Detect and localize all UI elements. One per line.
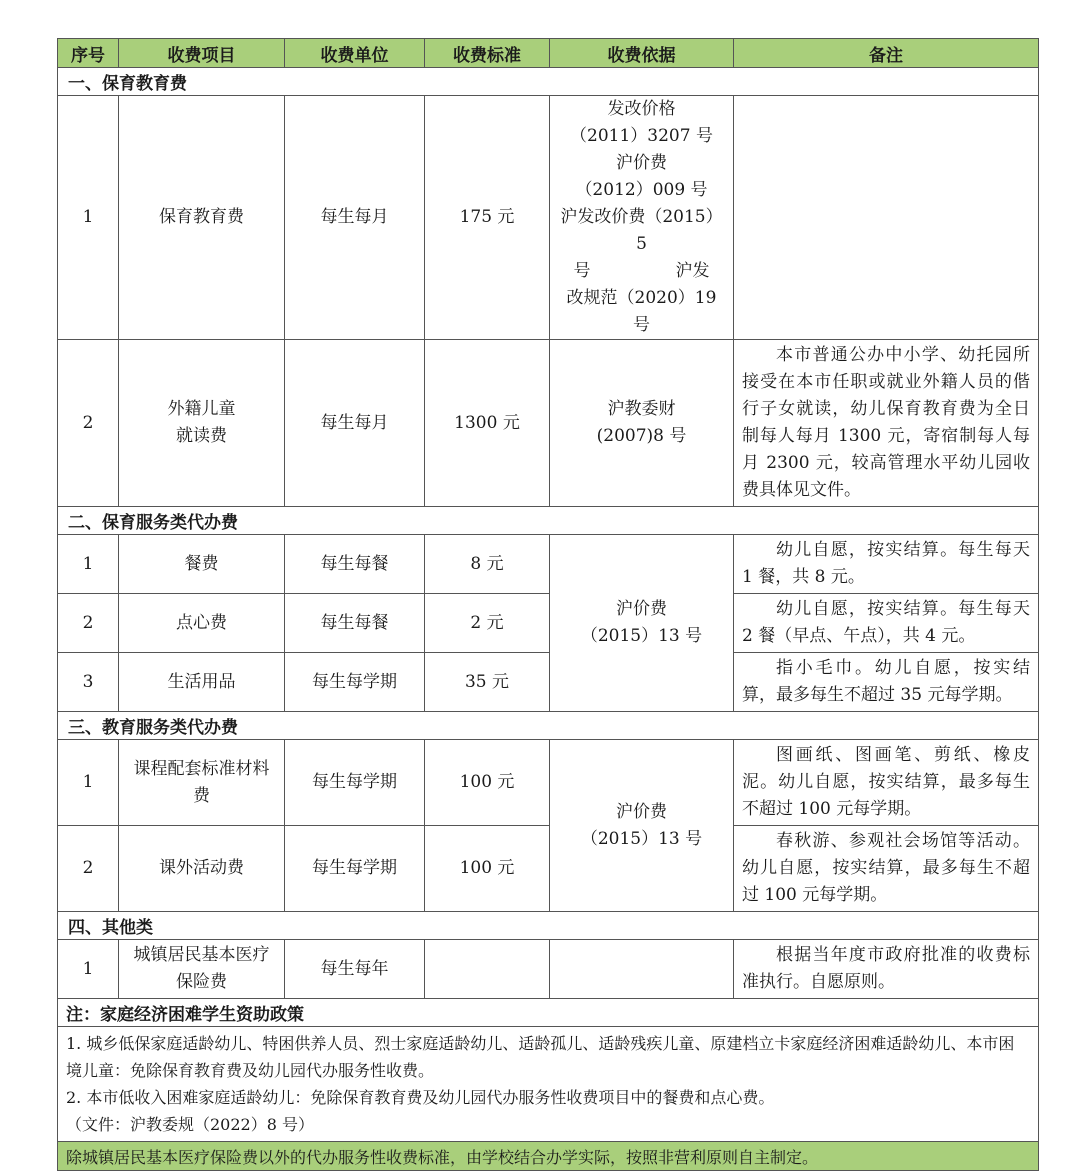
note-text: 本市普通公办中小学、幼托园所接受在本市任职或就业外籍人员的偕行子女就读，幼儿保育教育费为全日制每人每月 1300 元，寄宿制每人每月 2300 元，较高管理水平幼儿园收费具体见文件。 (742, 345, 1030, 500)
table-row (58, 594, 1039, 653)
basis-line: 沪教委财 (607, 399, 676, 419)
basis-line: 沪价费 (616, 153, 667, 173)
fee-unit: 每生每年 (285, 940, 425, 999)
fee-unit: 每生每月 (285, 96, 425, 340)
basis-line: 号 沪发 (573, 261, 710, 281)
footnote-item: 2. 本市低收入困难家庭适龄幼儿：免除保育教育费及幼儿园代办服务性收费项目中的餐费和点心费。 (66, 1088, 775, 1107)
fee-standard: 8 元 (425, 535, 550, 594)
section-row (58, 712, 1039, 740)
fee-note (734, 740, 1039, 826)
basis-line: （2012）009 号 (575, 180, 708, 200)
fee-basis (550, 740, 734, 912)
fee-standard: 100 元 (425, 826, 550, 912)
header-cell: 收费单位 (285, 39, 425, 68)
fee-standard: 2 元 (425, 594, 550, 653)
fee-note (734, 535, 1039, 594)
item-line: 费 (193, 785, 210, 806)
section-title: 一、保育教育费 (58, 68, 1039, 96)
table-row (58, 340, 1039, 507)
fee-item: 餐费 (119, 535, 285, 594)
fee-unit: 每生每学期 (285, 653, 425, 712)
header-row (58, 39, 1039, 68)
section-title: 四、其他类 (58, 912, 1039, 940)
footnote-body (58, 1027, 1039, 1142)
footnote-title-row (58, 999, 1039, 1027)
header-cell: 备注 (734, 39, 1039, 68)
table-row (58, 653, 1039, 712)
footnote-row (58, 1027, 1039, 1142)
header-cell: 收费标准 (425, 39, 550, 68)
note-text: 根据当年度市政府批准的收费标准执行。自愿原则。 (742, 945, 1030, 992)
note-text: 指小毛巾。幼儿自愿，按实结算，最多每生不超过 35 元每学期。 (742, 658, 1030, 705)
basis-line: （2011）3207 号 (570, 126, 713, 146)
fee-standard: 100 元 (425, 740, 550, 826)
row-number: 1 (58, 940, 119, 999)
header-cell: 序号 (58, 39, 119, 68)
note-text: 图画纸、图画笔、剪纸、橡皮泥。幼儿自愿，按实结算，最多每生不超过 100 元每学期。 (742, 745, 1030, 819)
item-line: 课程配套标准材料 (133, 758, 270, 779)
row-number: 1 (58, 535, 119, 594)
fee-unit: 每生每餐 (285, 535, 425, 594)
table-row (58, 740, 1039, 826)
basis-line: （2015）13 号 (580, 828, 703, 849)
footnote-title: 注：家庭经济困难学生资助政策 (58, 999, 1039, 1027)
fee-table-container (57, 38, 1038, 1171)
fee-unit: 每生每月 (285, 340, 425, 507)
row-number: 1 (58, 740, 119, 826)
basis-line: 沪发改价费（2015）5 (560, 207, 723, 254)
fee-unit: 每生每学期 (285, 826, 425, 912)
basis-line: 发改价格 (607, 99, 676, 119)
fee-item: 课外活动费 (119, 826, 285, 912)
fee-note (734, 826, 1039, 912)
header-cell: 收费项目 (119, 39, 285, 68)
fee-item: 保育教育费 (119, 96, 285, 340)
table-row (58, 940, 1039, 999)
fee-standard (425, 940, 550, 999)
note-text: 幼儿自愿，按实结算。每生每天 1 餐，共 8 元。 (742, 540, 1030, 587)
note-text: 幼儿自愿，按实结算。每生每天 2 餐（早点、午点），共 4 元。 (742, 599, 1030, 646)
section-title: 三、教育服务类代办费 (58, 712, 1039, 740)
header-cell: 收费依据 (550, 39, 734, 68)
footnote-file: （文件：沪教委规（2022）8 号） (66, 1115, 314, 1134)
basis-line: 改规范（2020）19 号 (566, 288, 717, 335)
fee-standard: 1300 元 (425, 340, 550, 507)
row-number: 1 (58, 96, 119, 340)
fee-basis (550, 340, 734, 507)
fee-unit: 每生每学期 (285, 740, 425, 826)
table-row (58, 96, 1039, 340)
item-line: 就读费 (176, 426, 227, 446)
table-row (58, 826, 1039, 912)
fee-item: 点心费 (119, 594, 285, 653)
basis-line: 沪价费 (616, 801, 667, 822)
item-line: 外籍儿童 (167, 399, 236, 419)
fee-basis (550, 96, 734, 340)
section-title: 二、保育服务类代办费 (58, 507, 1039, 535)
section-row (58, 912, 1039, 940)
fee-basis (550, 940, 734, 999)
fee-standard: 35 元 (425, 653, 550, 712)
row-number: 2 (58, 826, 119, 912)
fee-item (119, 740, 285, 826)
basis-line: （2015）13 号 (580, 626, 703, 646)
fee-item: 生活用品 (119, 653, 285, 712)
item-line: 保险费 (176, 972, 227, 992)
item-line: 城镇居民基本医疗 (133, 945, 270, 965)
fee-standard: 175 元 (425, 96, 550, 340)
footnote-item: 1. 城乡低保家庭适龄幼儿、特困供养人员、烈士家庭适龄幼儿、适龄孤儿、适龄残疾儿童、原建档立卡家庭经济困难适龄幼儿、本市困境儿童：免除保育教育费及幼儿园代办服务性收费。 (66, 1034, 1015, 1080)
row-number: 2 (58, 340, 119, 507)
fee-item (119, 940, 285, 999)
fee-note (734, 96, 1039, 340)
fee-unit: 每生每餐 (285, 594, 425, 653)
fee-note (734, 340, 1039, 507)
bottom-note: 除城镇居民基本医疗保险费以外的代办服务性收费标准，由学校结合办学实际，按照非营利原则自主制定。 (58, 1142, 1039, 1171)
bottom-note-row (58, 1142, 1039, 1171)
fee-basis (550, 535, 734, 712)
note-text: 春秋游、参观社会场馆等活动。幼儿自愿，按实结算，最多每生不超过 100 元每学期。 (742, 831, 1030, 905)
section-row (58, 507, 1039, 535)
fee-note (734, 940, 1039, 999)
fee-item (119, 340, 285, 507)
fee-table (57, 38, 1039, 1171)
row-number: 3 (58, 653, 119, 712)
table-row (58, 535, 1039, 594)
fee-note (734, 653, 1039, 712)
basis-line: (2007)8 号 (596, 426, 687, 446)
basis-line: 沪价费 (616, 599, 667, 619)
fee-note (734, 594, 1039, 653)
row-number: 2 (58, 594, 119, 653)
section-row (58, 68, 1039, 96)
